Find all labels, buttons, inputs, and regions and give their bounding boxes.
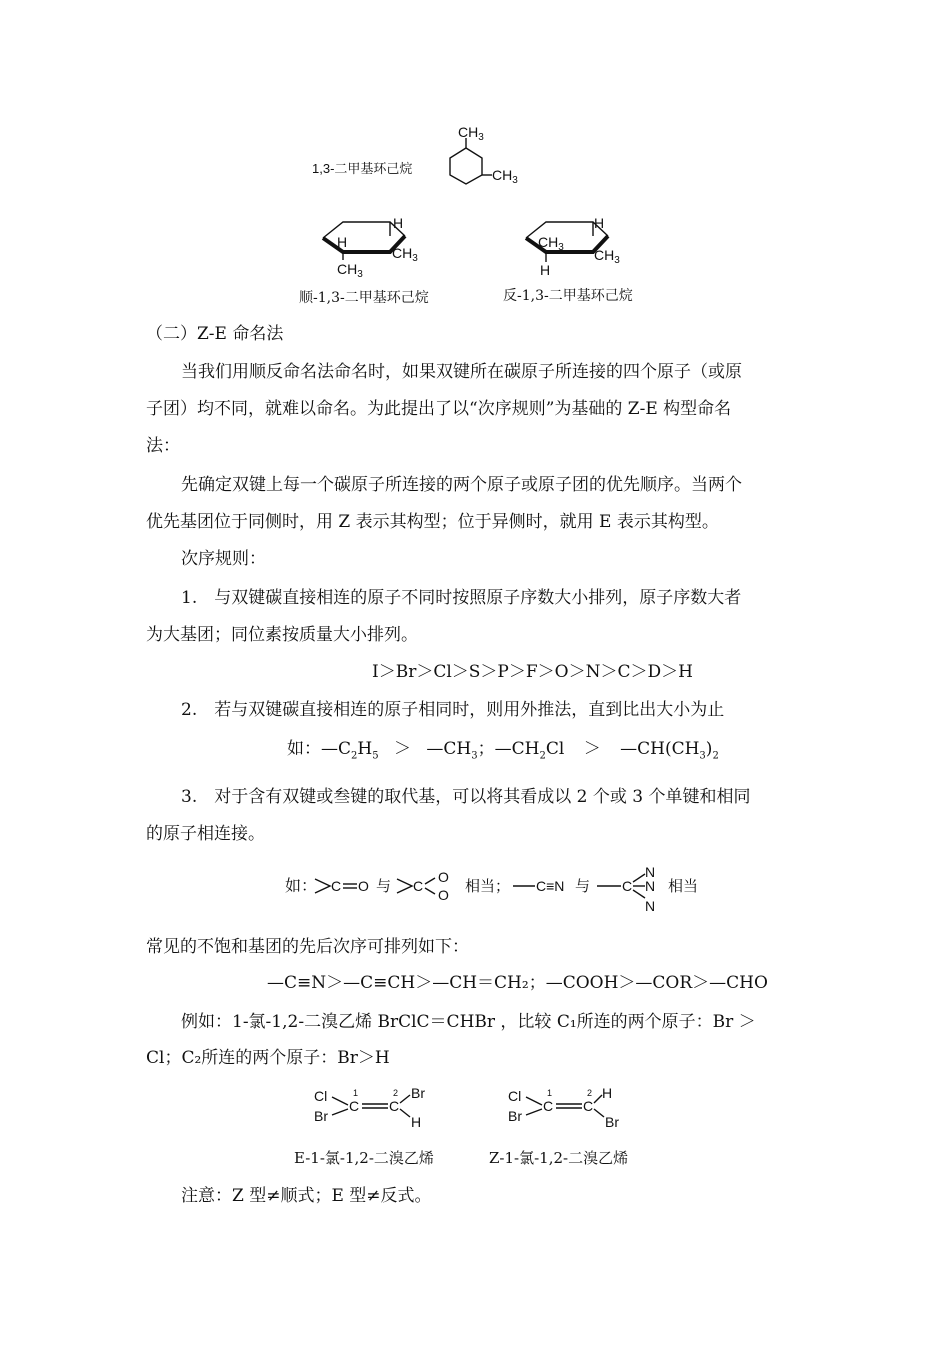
expanded-n-top: N: [645, 864, 656, 880]
e-h: H: [411, 1114, 422, 1130]
e-c2: C: [389, 1098, 400, 1114]
e-c2-number: 2: [393, 1088, 399, 1098]
svg-text:CH3: [492, 167, 518, 186]
group-ethyl-h: H: [357, 739, 373, 759]
group-isopropyl-sub1: 3: [699, 750, 706, 762]
cis-h-left: H: [337, 234, 348, 250]
para1-line2: 子团）均不同，就难以命名。为此提出了以“次序规则”为基础的 Z-E 构型命名: [146, 399, 732, 419]
dimethylcyclohexane-figure: [300, 118, 540, 198]
rule2-line1: 2. 若与双键碳直接相连的原子相同时，则用外推法，直到比出大小为止: [181, 700, 725, 720]
nitrile-group: C≡N: [536, 878, 565, 894]
trans-methyl-left-sub: 3: [558, 242, 564, 253]
expanded-c: C: [413, 878, 424, 894]
group-methyl-sub: 3: [471, 750, 478, 762]
para2-line1: 先确定双键上每一个碳原子所连接的两个原子或原子团的优先顺序。当两个: [181, 475, 742, 495]
section-title: （二）Z-E 命名法: [146, 324, 284, 344]
cis-chair-figure: [315, 212, 425, 282]
para2-line2: 优先基团位于同侧时，用 Z 表示其构型；位于异侧时，就用 E 表示其构型。: [146, 512, 719, 532]
svg-text:CH3: [594, 247, 620, 266]
trans-h-right: H: [594, 215, 605, 231]
expanded-c2: C: [622, 878, 633, 894]
trans-methyl-right-sub: 3: [614, 255, 620, 266]
rules-heading: 次序规则：: [181, 549, 266, 569]
group-isopropyl-sub2: 2: [712, 750, 719, 762]
cis-methyl-bottom-sub: 3: [357, 269, 363, 280]
e-c1-number: 1: [353, 1088, 359, 1098]
example-line2: Cl；C₂所连的两个原子：Br＞H: [146, 1048, 390, 1068]
unsaturated-order: —C≡N＞—C≡CH＞—CH＝CH₂；—COOH＞—COR＞—CHO: [267, 973, 768, 993]
z-cl: Cl: [508, 1088, 522, 1104]
greater-than-2: ＞: [583, 739, 601, 759]
z-c1-number: 1: [547, 1088, 553, 1098]
z-isomer-caption: Z-1-氯-1,2-二溴乙烯: [489, 1149, 629, 1167]
cis-methyl-right-sub: 3: [412, 253, 418, 264]
group-ethyl: —C: [321, 739, 352, 759]
with-1: 与: [376, 877, 392, 895]
trans-h-bottom: H: [540, 262, 551, 278]
e-cl: Cl: [314, 1088, 328, 1104]
methyl-top-label: CH: [458, 124, 479, 140]
group-methyl: —CH: [426, 739, 472, 759]
methyl-right-sub: 3: [512, 175, 518, 186]
group-ethyl-sub1: 2: [351, 750, 358, 762]
group-chloromethyl-sub: 2: [539, 750, 546, 762]
dimethylcyclohexane-label: 1,3-二甲基环己烷: [312, 161, 413, 176]
rule3-line2: 的原子相连接。: [146, 824, 265, 844]
atomic-order: I＞Br＞Cl＞S＞P＞F＞O＞N＞C＞D＞H: [372, 662, 693, 682]
rule2-separator: ；: [477, 739, 495, 759]
rule3-example-figure: [285, 860, 725, 916]
group-chloromethyl-cl: Cl: [545, 739, 565, 759]
cis-caption: 顺-1,3-二甲基环己烷: [299, 290, 429, 306]
z-h: H: [602, 1085, 613, 1101]
e-br-left: Br: [314, 1108, 328, 1124]
expanded-o-top: O: [438, 869, 449, 885]
group-chloromethyl: —CH: [494, 739, 540, 759]
rule2-example-prefix: 如：: [287, 739, 321, 759]
z-br-left: Br: [508, 1108, 522, 1124]
trans-chair-figure: [518, 212, 638, 282]
rule1-line2: 为大基团；同位素按质量大小排列。: [146, 625, 418, 645]
with-2: 与: [575, 877, 591, 895]
carbonyl-o: O: [358, 878, 369, 894]
e-br-right: Br: [411, 1085, 425, 1101]
expanded-o-bottom: O: [438, 887, 449, 903]
greater-than-1: ＞: [394, 739, 411, 759]
rule3-example-prefix: 如：: [285, 876, 318, 895]
cis-methyl-right: CH: [392, 245, 413, 261]
cyclohexane-ring: [450, 148, 482, 184]
para1-line3: 法：: [146, 436, 180, 456]
e-isomer-structure: [312, 1083, 452, 1133]
rule3-line1: 3. 对于含有双键或叁键的取代基，可以将其看成以 2 个或 3 个单键和相同: [181, 787, 751, 807]
note: 注意：Z 型≠顺式；E 型≠反式。: [181, 1186, 432, 1206]
trans-methyl-left: CH: [538, 234, 559, 250]
e-isomer-caption: E-1-氯-1,2-二溴乙烯: [294, 1149, 434, 1167]
z-br-right: Br: [605, 1114, 619, 1130]
cis-methyl-bottom: CH: [337, 261, 358, 277]
trans-caption: 反-1,3-二甲基环己烷: [503, 288, 633, 304]
z-c2: C: [583, 1098, 594, 1114]
group-isopropyl: —CH(CH: [620, 739, 700, 759]
rule1-line1: 1. 与双键碳直接相连的原子不同时按照原子序数大小排列，原子序数大者: [181, 588, 742, 608]
z-c1: C: [543, 1098, 554, 1114]
svg-text:CH3: [392, 245, 418, 264]
example-line1: 例如：1-氯-1,2-二溴乙烯 BrClC＝CHBr ，比较 C₁所连的两个原子：Br ＞: [181, 1012, 756, 1032]
equivalent-2: 相当: [668, 877, 699, 895]
group-ethyl-sub2: 5: [372, 750, 379, 762]
z-isomer-structure: [506, 1083, 646, 1133]
equivalent-1: 相当；: [465, 877, 511, 895]
group-isopropyl-close: ): [705, 739, 713, 759]
para1-line1: 当我们用顺反命名法命名时，如果双键所在碳原子所连接的四个原子（或原: [181, 362, 742, 382]
e-c1: C: [349, 1098, 360, 1114]
expanded-n-bottom: N: [645, 898, 656, 914]
rule2-example: [287, 737, 719, 768]
carbonyl-c: C: [331, 878, 342, 894]
z-c2-number: 2: [587, 1088, 593, 1098]
cis-h-right: H: [393, 215, 404, 231]
trans-methyl-right: CH: [594, 247, 615, 263]
expanded-n-middle: N: [645, 878, 656, 894]
unsaturated-intro: 常见的不饱和基团的先后次序可排列如下：: [146, 937, 469, 957]
svg-text:CH3: [458, 124, 484, 143]
methyl-top-sub: 3: [478, 132, 484, 143]
svg-text:CH3: [337, 261, 363, 280]
methyl-right-label: CH: [492, 167, 513, 183]
